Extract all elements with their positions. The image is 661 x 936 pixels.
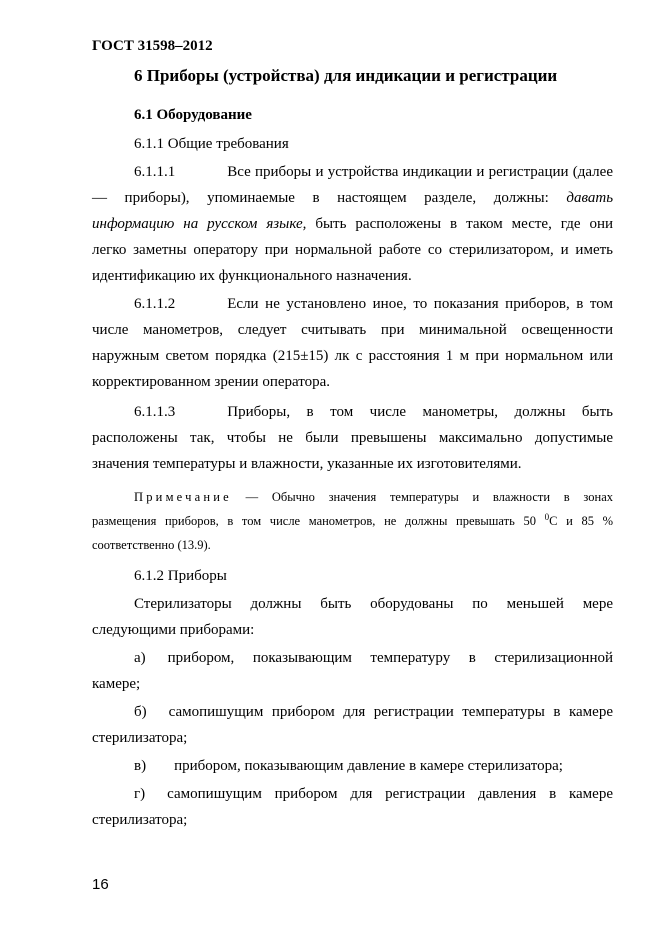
clause-6-1-1-3-line-3: значения температуры и влажности, указанные их изготовителями. bbox=[92, 456, 522, 472]
clause-6-1-1-3-line-2: расположены так, чтобы не были превышены максимально допустимые bbox=[92, 430, 613, 446]
list-item-b-line-2: стерилизатора; bbox=[92, 730, 188, 746]
note-label: Примечание bbox=[134, 490, 232, 504]
clause-6-1-1-1-line-1 bbox=[92, 162, 613, 182]
degree-superscript: 0 bbox=[544, 512, 550, 522]
clause-6-1-1-2-line-1 bbox=[134, 294, 613, 314]
document-code-header: ГОСТ 31598–2012 bbox=[92, 38, 213, 54]
list-item-a-line-1 bbox=[134, 648, 613, 668]
clause-text: Все приборы и устройства индикации и регистрации (далее bbox=[227, 164, 613, 180]
note-line-1 bbox=[134, 488, 613, 506]
list-marker: в) bbox=[134, 758, 147, 774]
clause-text: — приборы), упоминаемые в настоящем разделе, должны: bbox=[92, 190, 549, 206]
clause-6-1-1-1-line-4: легко заметны оператору при нормальной работе со стерилизатором, и иметь bbox=[92, 242, 613, 258]
clause-6-1-2-title: 6.1.2 Приборы bbox=[134, 568, 227, 584]
list-text: самопишущим прибором для регистрации давления в камере bbox=[167, 786, 613, 802]
clause-6-1-1-1-line-2 bbox=[92, 188, 613, 208]
clause-6-1-1-2-line-4: корректированном зрении оператора. bbox=[92, 374, 331, 390]
list-item-b-line-1 bbox=[134, 702, 613, 722]
list-text: самопишущим прибором для регистрации температуры в камере bbox=[168, 704, 613, 720]
list-text: прибором, показывающим температуру в стерилизационной bbox=[167, 650, 613, 666]
note-text: размещения приборов, в том числе манометров, не должны превышать 50 bbox=[92, 514, 536, 528]
note-line-2 bbox=[92, 512, 613, 530]
note-text: — Обычно значения температуры и влажности в зонах bbox=[245, 490, 613, 504]
clause-number: 6.1.1.1 bbox=[134, 164, 176, 180]
list-marker: б) bbox=[134, 704, 147, 720]
list-item-c-line-1 bbox=[134, 756, 563, 776]
clause-6-1-2-intro-line-1: Стерилизаторы должны быть оборудованы по меньшей мере bbox=[134, 596, 613, 612]
clause-6-1-1-1-line-3 bbox=[92, 214, 613, 234]
note-text: С и 85 % bbox=[549, 514, 614, 528]
clause-number: 6.1.1.2 bbox=[134, 296, 176, 312]
section-title: 6 Приборы (устройства) для индикации и регистрации bbox=[134, 66, 558, 85]
clause-number: 6.1.1.3 bbox=[134, 404, 176, 420]
clause-6-1-1-2-line-3: наружным светом порядка (215±15) лк с расстояния 1 м при нормальном или bbox=[92, 348, 613, 364]
list-text: прибором, показывающим давление в камере стерилизатора; bbox=[174, 758, 563, 774]
clause-text: быть расположены в таком месте, где они bbox=[315, 216, 613, 232]
clause-6-1-1-1-line-5: идентификацию их функционального назначения. bbox=[92, 268, 412, 284]
list-item-d-line-2: стерилизатора; bbox=[92, 812, 188, 828]
note-line-3: соответственно (13.9). bbox=[92, 538, 211, 552]
subsection-title: 6.1 Оборудование bbox=[134, 107, 252, 123]
list-item-d-line-1 bbox=[134, 784, 613, 804]
clause-text-italic: давать bbox=[566, 190, 614, 206]
clause-6-1-1-title: 6.1.1 Общие требования bbox=[134, 136, 289, 152]
page-number: 16 bbox=[92, 876, 109, 893]
clause-text: Если не установлено иное, то показания приборов, в том bbox=[227, 296, 613, 312]
clause-text-italic: информацию на русском языке, bbox=[92, 216, 307, 232]
clause-text: Приборы, в том числе манометры, должны быть bbox=[227, 404, 613, 420]
clause-6-1-1-3-line-1 bbox=[134, 402, 613, 422]
clause-6-1-2-intro-line-2: следующими приборами: bbox=[92, 622, 255, 638]
clause-6-1-1-2-line-2: числе манометров, следует считывать при минимальной освещенности bbox=[92, 322, 613, 338]
list-marker: г) bbox=[134, 786, 146, 802]
list-item-a-line-2: камере; bbox=[92, 676, 141, 692]
list-marker: а) bbox=[134, 650, 146, 666]
